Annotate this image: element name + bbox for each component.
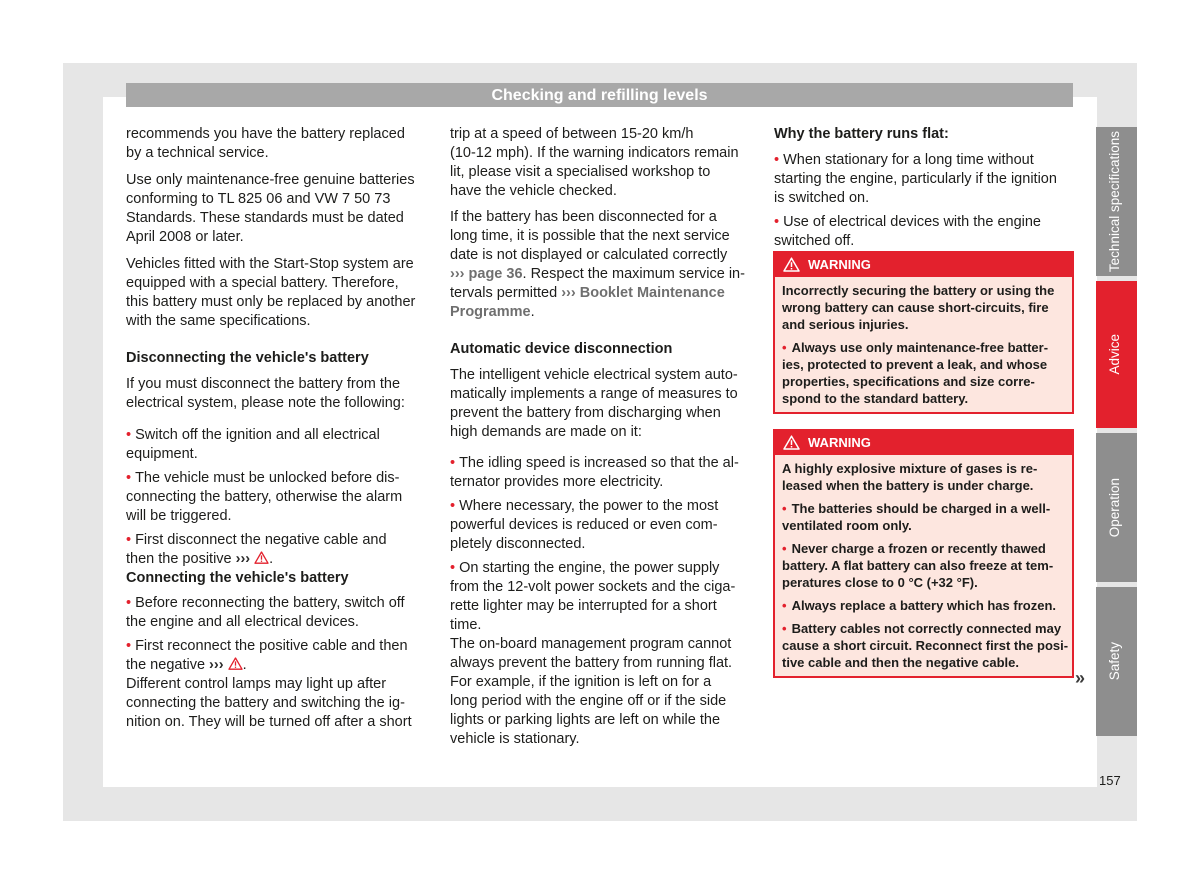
warning-items-list xyxy=(782,500,1069,671)
list-item-tail: . xyxy=(242,657,247,673)
disconnecting-intro: If you must disconnect the battery from the electrical system, please note the following: xyxy=(126,376,405,411)
list-item xyxy=(126,637,426,675)
management-note-paragraph: The on-board management program cannot always prevent the battery from running flat. For example, if the ignition is left on for a long period with the engine off or if the side lights or parking lights are left on while the vehicle is stationary. xyxy=(450,636,733,747)
warning-header xyxy=(775,429,1072,455)
tab-safety[interactable] xyxy=(1096,587,1137,736)
list-item-text: Battery cables not correctly connected may cause a short circuit. Reconnect first the posi- tive cable and then the negative cable. xyxy=(782,621,1069,670)
disconnecting-heading: Disconnecting the vehicle's battery xyxy=(126,350,369,366)
page-36-link[interactable] xyxy=(450,266,523,282)
warning-title: WARNING xyxy=(808,434,871,450)
warning-header xyxy=(775,251,1072,277)
xref-booklet-label: Booklet Maintenance Programme xyxy=(450,285,725,320)
tab-label: Operation xyxy=(1106,477,1122,538)
list-item-text: Where necessary, the power to the most powerful devices is reduced or even com- pletely disconnected. xyxy=(450,498,719,552)
list-item-text: The idling speed is increased so that the al- ternator provides more electricity. xyxy=(450,455,739,490)
list-item xyxy=(782,339,1066,407)
column-3 xyxy=(774,125,1074,678)
service-date-text: If the battery has been disconnected for a long time, it is possible that the next service date is not displayed or calculated correctly xyxy=(450,209,730,263)
column-1 xyxy=(126,125,426,732)
list-item-tail: . xyxy=(269,551,274,567)
section-title: Checking and refilling levels xyxy=(491,87,708,104)
warning-title: WARNING xyxy=(808,256,871,272)
warning-triangle-icon xyxy=(254,551,269,564)
list-item xyxy=(450,497,750,554)
control-lamps-continued: trip at a speed of between 15-20 km/h (10-12 mph). If the warning indicators remain lit, please visit a specialised workshop to have the vehicle checked. xyxy=(450,126,739,199)
list-item-text: Before reconnecting the battery, switch off the engine and all electrical devices. xyxy=(126,595,405,630)
battery-flat-causes-list xyxy=(774,151,1074,251)
xref-arrows: ››› xyxy=(235,551,251,567)
disconnecting-steps-list xyxy=(126,426,426,569)
list-item-text: Use of electrical devices with the engine switched off. xyxy=(774,214,1041,249)
warning-cross-reference[interactable] xyxy=(236,551,270,567)
warning-cross-reference[interactable] xyxy=(209,657,243,673)
list-item xyxy=(126,469,426,526)
tab-label: Technical specifications xyxy=(1106,130,1122,273)
section-header-bar xyxy=(126,83,1073,107)
list-item xyxy=(126,426,426,464)
list-item-text: The vehicle must be unlocked before dis- connecting the battery, otherwise the alarm will be triggered. xyxy=(126,470,403,524)
warning-triangle-icon xyxy=(783,435,800,450)
xref-page-label: page 36 xyxy=(468,266,523,282)
tab-technical-specifications[interactable] xyxy=(1096,127,1137,276)
list-item xyxy=(450,559,750,635)
battery-replacement-paragraph: recommends you have the battery replaced by a technical service. xyxy=(126,126,405,161)
connecting-heading: Connecting the vehicle's battery xyxy=(126,570,349,586)
column-2 xyxy=(450,125,750,749)
list-item xyxy=(126,594,426,632)
tab-label: Advice xyxy=(1106,334,1122,375)
control-lamps-paragraph: Different control lamps may light up after connecting the battery and switching the ig- nition on. They will be turned off after a short xyxy=(126,676,412,730)
list-item-text: On starting the engine, the power supply from the 12-volt power sockets and the ciga- rette lighter may be interrupted for a short time. xyxy=(450,560,736,633)
list-item xyxy=(782,500,1066,534)
list-item-text: Always use only maintenance-free batter- ies, protected to prevent a leak, and whose properties, specifications and size corre- spond to the standard battery. xyxy=(782,340,1049,406)
list-item-text: Switch off the ignition and all electrical equipment. xyxy=(126,427,380,462)
automatic-disconnection-heading: Automatic device disconnection xyxy=(450,341,673,357)
service-date-text: . Respect the maximum service in- tervals permitted xyxy=(450,266,745,301)
xref-arrows: ››› xyxy=(561,285,576,301)
warning-body xyxy=(775,277,1072,412)
automatic-measures-list xyxy=(450,454,750,635)
service-date-text: . xyxy=(530,304,535,320)
connecting-steps-list xyxy=(126,594,426,675)
list-item-text: When stationary for a long time without starting the engine, particularly if the ignition is switched on. xyxy=(774,152,1057,206)
list-item-text: First reconnect the positive cable and then the negative xyxy=(126,638,408,673)
battery-flat-heading: Why the battery runs flat: xyxy=(774,126,949,142)
xref-arrows: ››› xyxy=(209,657,224,673)
list-item-text: Always replace a battery which has frozen. xyxy=(791,598,1056,613)
warning-triangle-icon xyxy=(228,657,243,670)
warning-body xyxy=(775,455,1072,676)
tab-advice[interactable] xyxy=(1096,281,1137,428)
warning-box xyxy=(773,251,1074,414)
list-item xyxy=(782,597,1066,614)
automatic-disconnection-intro: The intelligent vehicle electrical system auto- matically implements a range of measures to prevent the battery from discharging when high demands are made on it: xyxy=(450,367,738,440)
warning-items-list xyxy=(782,339,1066,407)
list-item-text: Never charge a frozen or recently thawed battery. A flat battery can also freeze at tem- peratures close to 0 °C (+32 °F). xyxy=(782,541,1054,590)
genuine-batteries-paragraph: Use only maintenance-free genuine batteries conforming to TL 825 06 and VW 7 50 73 Standards. These standards must be dated April 2008 or later. xyxy=(126,172,415,245)
service-date-paragraph xyxy=(450,208,750,322)
list-item xyxy=(774,213,1074,251)
warning-intro: Incorrectly securing the battery or using the wrong battery can cause short-circuits, fire and serious injuries. xyxy=(782,283,1055,332)
tab-label: Safety xyxy=(1106,642,1122,681)
list-item xyxy=(774,151,1074,208)
list-item xyxy=(450,454,750,492)
warning-intro: A highly explosive mixture of gases is re- leased when the battery is under charge. xyxy=(782,461,1038,493)
list-item-text: The batteries should be charged in a well- ventilated room only. xyxy=(782,501,1051,533)
tab-operation[interactable] xyxy=(1096,433,1137,582)
start-stop-paragraph: Vehicles fitted with the Start-Stop system are equipped with a special battery. Therefore, this battery must only be replaced by another with the same specifications. xyxy=(126,256,416,329)
list-item xyxy=(782,540,1066,591)
list-item xyxy=(782,620,1069,671)
xref-arrows: ››› xyxy=(450,266,465,282)
list-item-text: First disconnect the negative cable and then the positive xyxy=(126,532,387,567)
list-item xyxy=(126,531,426,569)
warning-box xyxy=(773,429,1074,678)
warning-triangle-icon xyxy=(783,257,800,272)
page-number: 157 xyxy=(1099,773,1121,788)
continued-marker: » xyxy=(1075,668,1086,688)
